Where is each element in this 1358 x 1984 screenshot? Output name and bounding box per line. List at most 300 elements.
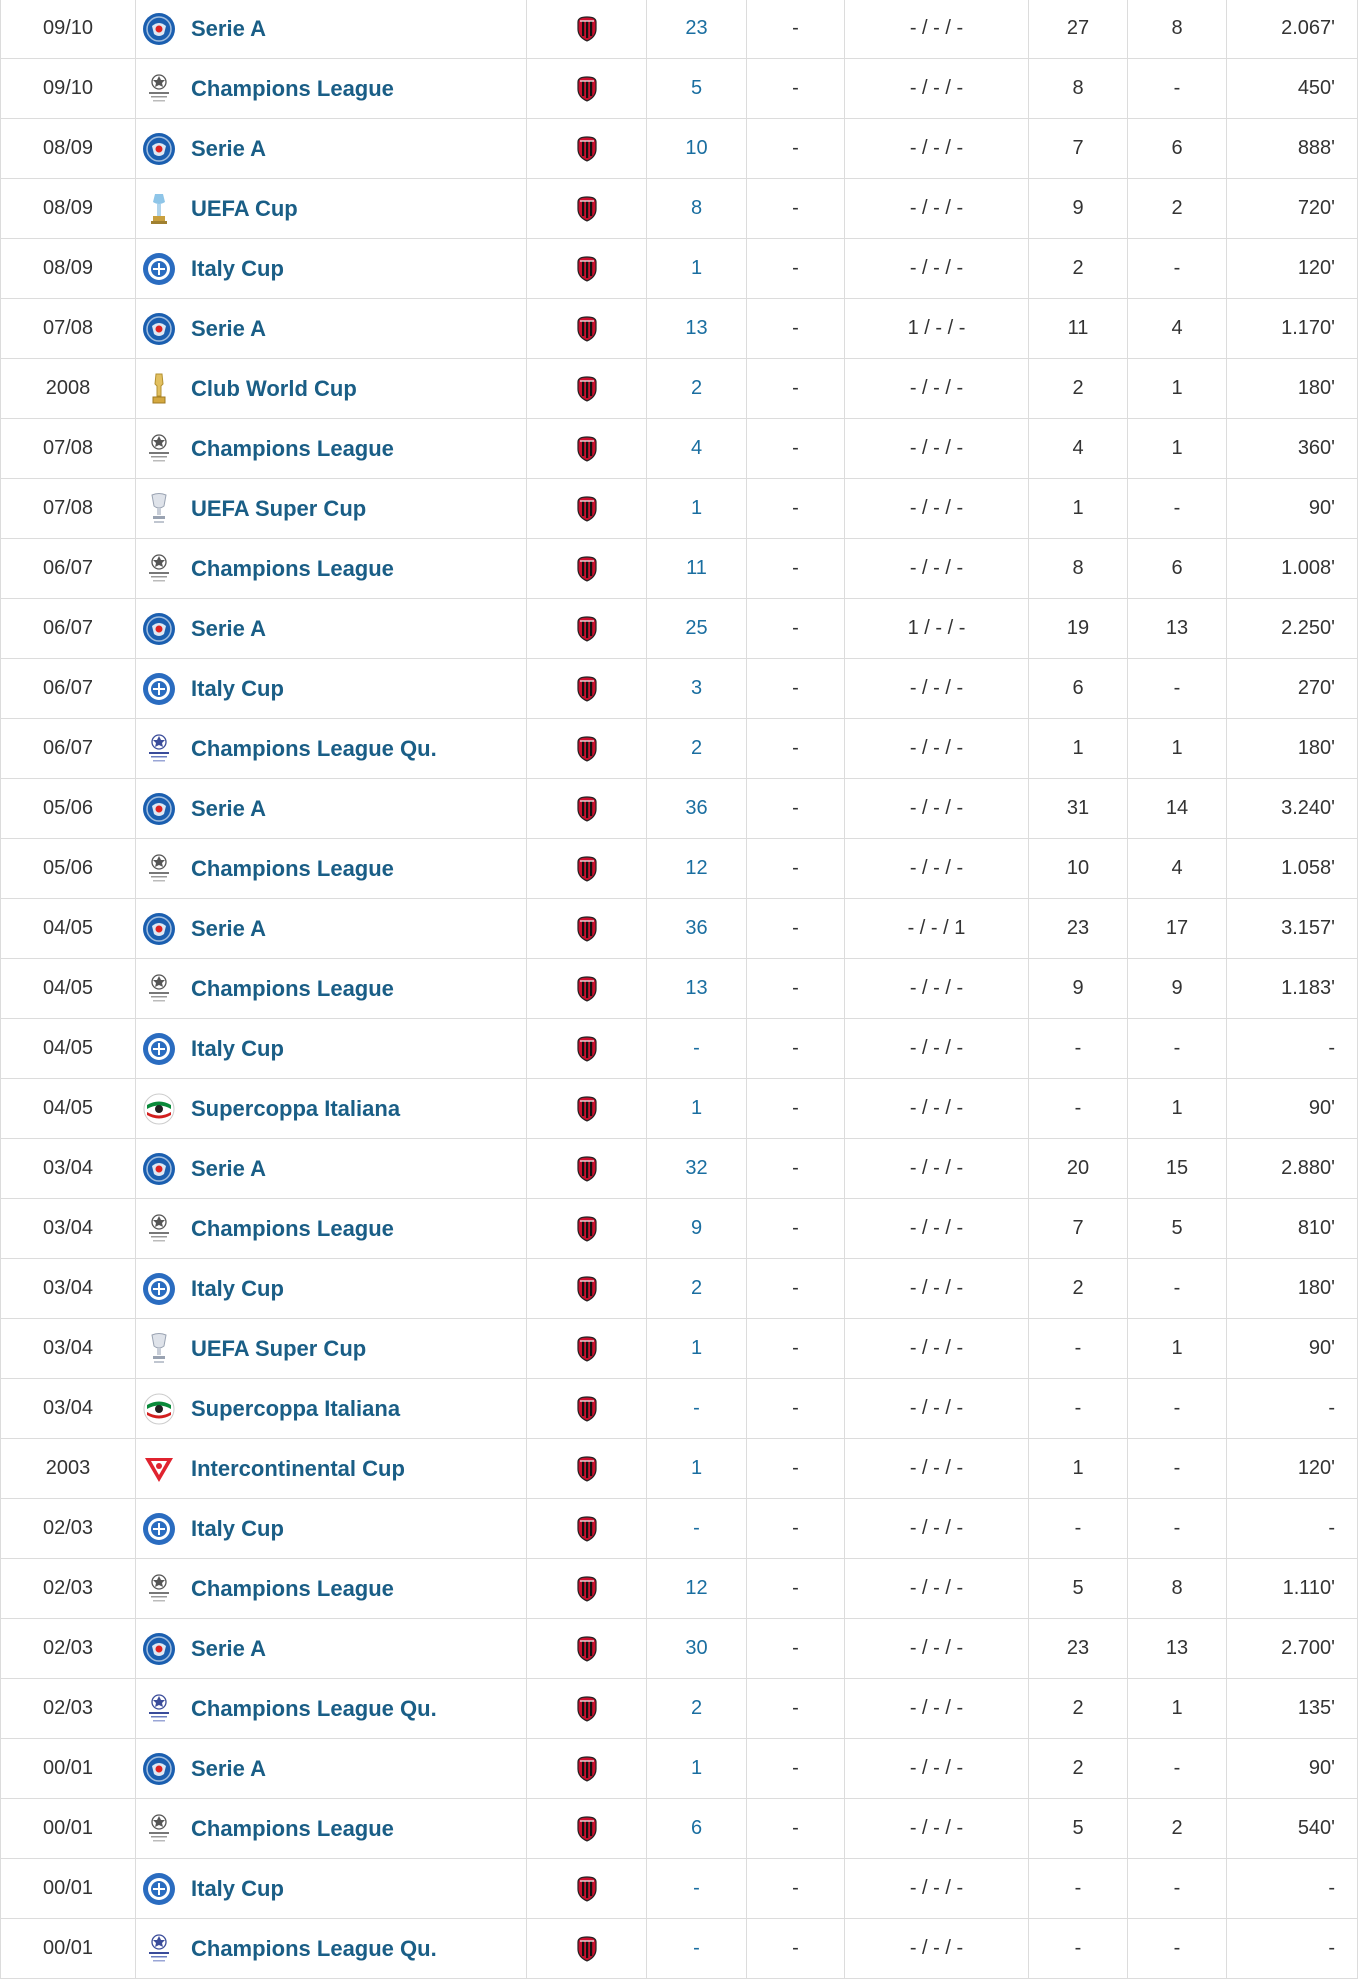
competition-cell — [136, 419, 527, 479]
substituted-on-cell: - — [1029, 1319, 1128, 1379]
season-cell: 00/01 — [1, 1859, 136, 1919]
club-cell — [527, 1799, 647, 1859]
substituted-on-cell: 27 — [1029, 0, 1128, 59]
serie-a-icon[interactable] — [141, 911, 177, 947]
table-row — [1, 1019, 1358, 1079]
competition-cell — [136, 479, 527, 539]
cards-cell: - / - / - — [845, 59, 1029, 119]
appearances-cell[interactable]: - — [647, 1019, 747, 1079]
italy-cup-icon[interactable] — [141, 671, 177, 707]
table-row — [1, 719, 1358, 779]
competition-link[interactable]: Supercoppa Italiana — [191, 1395, 401, 1421]
champions-league-icon[interactable] — [141, 1211, 177, 1247]
club-cell — [527, 599, 647, 659]
supercoppa-italiana-icon[interactable] — [141, 1391, 177, 1427]
club-cell — [527, 1139, 647, 1199]
competition-link[interactable]: Intercontinental Cup — [191, 1455, 405, 1481]
minutes-played-cell: - — [1227, 1379, 1358, 1439]
club-cell — [527, 1739, 647, 1799]
competition-link[interactable]: Champions League — [191, 435, 394, 461]
club-cell — [527, 1319, 647, 1379]
substituted-off-cell: - — [1128, 1379, 1227, 1439]
serie-a-icon[interactable] — [141, 131, 177, 167]
minutes-played-cell: 1.058' — [1227, 839, 1358, 899]
cards-cell: - / - / - — [845, 0, 1029, 59]
ac-milan-crest-icon[interactable] — [576, 1696, 598, 1722]
table-row — [1, 779, 1358, 839]
cards-cell: - / - / - — [845, 1079, 1029, 1139]
substituted-on-cell: 31 — [1029, 779, 1128, 839]
substituted-on-cell: 2 — [1029, 359, 1128, 419]
minutes-played-cell: 1.110' — [1227, 1559, 1358, 1619]
minutes-played-cell: 810' — [1227, 1199, 1358, 1259]
club-cell — [527, 839, 647, 899]
substituted-on-cell: 1 — [1029, 479, 1128, 539]
serie-a-icon[interactable] — [141, 311, 177, 347]
substituted-on-cell: 5 — [1029, 1799, 1128, 1859]
champions-league-icon[interactable] — [141, 431, 177, 467]
substituted-on-cell: 2 — [1029, 1679, 1128, 1739]
goals-cell: - — [747, 1319, 845, 1379]
ac-milan-crest-icon[interactable] — [576, 676, 598, 702]
substituted-off-cell: 4 — [1128, 299, 1227, 359]
club-world-cup-icon[interactable] — [141, 371, 177, 407]
table-row — [1, 359, 1358, 419]
substituted-on-cell: - — [1029, 1019, 1128, 1079]
champions-league-icon[interactable] — [141, 1571, 177, 1607]
intercontinental-cup-icon[interactable] — [141, 1451, 177, 1487]
competition-cell — [136, 1679, 527, 1739]
appearances-cell[interactable]: 2 — [647, 1259, 747, 1319]
ac-milan-crest-icon[interactable] — [576, 76, 598, 102]
competition-link[interactable]: Club World Cup — [191, 375, 357, 401]
season-cell: 04/05 — [1, 1079, 136, 1139]
table-row — [1, 1439, 1358, 1499]
cards-cell: - / - / - — [845, 1619, 1029, 1679]
season-cell: 2008 — [1, 359, 136, 419]
club-cell — [527, 779, 647, 839]
season-cell: 06/07 — [1, 719, 136, 779]
minutes-played-cell: 2.067' — [1227, 0, 1358, 59]
minutes-played-cell: - — [1227, 1859, 1358, 1919]
italy-cup-icon[interactable] — [141, 251, 177, 287]
ac-milan-crest-icon[interactable] — [576, 1516, 598, 1542]
ac-milan-crest-icon[interactable] — [576, 1936, 598, 1962]
appearances-cell[interactable]: - — [647, 1379, 747, 1439]
ac-milan-crest-icon[interactable] — [576, 1216, 598, 1242]
table-row — [1, 239, 1358, 299]
substituted-on-cell: 2 — [1029, 1739, 1128, 1799]
competition-link[interactable]: Serie A — [191, 615, 267, 641]
appearances-cell[interactable]: 10 — [647, 119, 747, 179]
champions-league-qu-icon[interactable] — [141, 1931, 177, 1967]
substituted-on-cell: 1 — [1029, 1439, 1128, 1499]
minutes-played-cell: 270' — [1227, 659, 1358, 719]
substituted-off-cell: - — [1128, 1919, 1227, 1979]
competition-cell — [136, 599, 527, 659]
cards-cell: - / - / - — [845, 119, 1029, 179]
table-row — [1, 419, 1358, 479]
minutes-played-cell: 888' — [1227, 119, 1358, 179]
ac-milan-crest-icon[interactable] — [576, 1576, 598, 1602]
competition-link[interactable]: Italy Cup — [191, 1275, 284, 1301]
cards-cell: - / - / - — [845, 1019, 1029, 1079]
appearances-cell[interactable]: 23 — [647, 0, 747, 59]
ac-milan-crest-icon[interactable] — [576, 316, 598, 342]
goals-cell: - — [747, 1559, 845, 1619]
minutes-played-cell: 2.880' — [1227, 1139, 1358, 1199]
season-cell: 03/04 — [1, 1259, 136, 1319]
substituted-off-cell: 2 — [1128, 179, 1227, 239]
appearances-cell[interactable]: 25 — [647, 599, 747, 659]
ac-milan-crest-icon[interactable] — [576, 256, 598, 282]
competition-link[interactable]: Champions League — [191, 75, 394, 101]
appearances-cell[interactable]: 6 — [647, 1799, 747, 1859]
substituted-off-cell: - — [1128, 1739, 1227, 1799]
italy-cup-icon[interactable] — [141, 1031, 177, 1067]
substituted-off-cell: 9 — [1128, 959, 1227, 1019]
goals-cell: - — [747, 1379, 845, 1439]
table-row — [1, 1139, 1358, 1199]
uefa-super-cup-icon[interactable] — [141, 1331, 177, 1367]
competition-cell — [136, 179, 527, 239]
champions-league-qu-icon[interactable] — [141, 1691, 177, 1727]
ac-milan-crest-icon[interactable] — [576, 1156, 598, 1182]
goals-cell: - — [747, 959, 845, 1019]
goals-cell: - — [747, 899, 845, 959]
ac-milan-crest-icon[interactable] — [576, 856, 598, 882]
competition-link[interactable]: Italy Cup — [191, 255, 284, 281]
champions-league-icon[interactable] — [141, 71, 177, 107]
appearances-cell[interactable]: 36 — [647, 779, 747, 839]
uefa-super-cup-icon[interactable] — [141, 491, 177, 527]
goals-cell: - — [747, 179, 845, 239]
serie-a-icon[interactable] — [141, 791, 177, 827]
appearances-cell[interactable]: - — [647, 1919, 747, 1979]
champions-league-icon[interactable] — [141, 551, 177, 587]
competition-link[interactable]: Italy Cup — [191, 675, 284, 701]
minutes-played-cell: 180' — [1227, 719, 1358, 779]
ac-milan-crest-icon[interactable] — [576, 496, 598, 522]
champions-league-icon[interactable] — [141, 1811, 177, 1847]
ac-milan-crest-icon[interactable] — [576, 1096, 598, 1122]
club-cell — [527, 659, 647, 719]
club-cell — [527, 1079, 647, 1139]
club-cell — [527, 359, 647, 419]
cards-cell: - / - / - — [845, 1319, 1029, 1379]
ac-milan-crest-icon[interactable] — [576, 1336, 598, 1362]
goals-cell: - — [747, 359, 845, 419]
club-cell — [527, 1259, 647, 1319]
appearances-cell[interactable]: - — [647, 1859, 747, 1919]
ac-milan-crest-icon[interactable] — [576, 196, 598, 222]
serie-a-icon[interactable] — [141, 1151, 177, 1187]
competition-cell — [136, 1499, 527, 1559]
ac-milan-crest-icon[interactable] — [576, 1276, 598, 1302]
ac-milan-crest-icon[interactable] — [576, 1876, 598, 1902]
substituted-on-cell: 19 — [1029, 599, 1128, 659]
competition-link[interactable]: Serie A — [191, 315, 267, 341]
competition-cell — [136, 539, 527, 599]
competition-cell — [136, 359, 527, 419]
table-row — [1, 659, 1358, 719]
club-cell — [527, 299, 647, 359]
season-cell: 07/08 — [1, 419, 136, 479]
appearances-cell[interactable]: 3 — [647, 659, 747, 719]
appearances-cell[interactable]: 11 — [647, 539, 747, 599]
minutes-played-cell: 540' — [1227, 1799, 1358, 1859]
season-cell: 08/09 — [1, 119, 136, 179]
table-row — [1, 1559, 1358, 1619]
competition-link[interactable]: Champions League Qu. — [191, 1935, 437, 1961]
italy-cup-icon[interactable] — [141, 1271, 177, 1307]
table-row — [1, 179, 1358, 239]
substituted-on-cell: - — [1029, 1379, 1128, 1439]
serie-a-icon[interactable] — [141, 611, 177, 647]
substituted-on-cell: 20 — [1029, 1139, 1128, 1199]
competition-link[interactable]: Serie A — [191, 1755, 267, 1781]
appearances-cell[interactable]: 1 — [647, 239, 747, 299]
substituted-off-cell: 13 — [1128, 1619, 1227, 1679]
substituted-on-cell: 23 — [1029, 899, 1128, 959]
table-row — [1, 1859, 1358, 1919]
ac-milan-crest-icon[interactable] — [576, 1636, 598, 1662]
cards-cell: 1 / - / - — [845, 599, 1029, 659]
season-cell: 03/04 — [1, 1139, 136, 1199]
ac-milan-crest-icon[interactable] — [576, 976, 598, 1002]
cards-cell: - / - / - — [845, 1259, 1029, 1319]
cards-cell: - / - / - — [845, 659, 1029, 719]
minutes-played-cell: 90' — [1227, 1079, 1358, 1139]
goals-cell: - — [747, 1679, 845, 1739]
goals-cell: - — [747, 479, 845, 539]
champions-league-qu-icon[interactable] — [141, 731, 177, 767]
table-row — [1, 299, 1358, 359]
competition-cell — [136, 59, 527, 119]
substituted-off-cell: - — [1128, 1859, 1227, 1919]
cards-cell: - / - / - — [845, 179, 1029, 239]
competition-cell — [136, 959, 527, 1019]
substituted-on-cell: - — [1029, 1859, 1128, 1919]
substituted-on-cell: 11 — [1029, 299, 1128, 359]
champions-league-icon[interactable] — [141, 851, 177, 887]
competition-link[interactable]: Supercoppa Italiana — [191, 1095, 401, 1121]
club-cell — [527, 1919, 647, 1979]
supercoppa-italiana-icon[interactable] — [141, 1091, 177, 1127]
substituted-off-cell: 14 — [1128, 779, 1227, 839]
table-row — [1, 1919, 1358, 1979]
minutes-played-cell: 180' — [1227, 1259, 1358, 1319]
cards-cell: - / - / - — [845, 1679, 1029, 1739]
appearances-cell[interactable]: 4 — [647, 419, 747, 479]
season-cell: 02/03 — [1, 1559, 136, 1619]
competition-cell — [136, 239, 527, 299]
goals-cell: - — [747, 1499, 845, 1559]
appearances-cell[interactable]: 1 — [647, 1319, 747, 1379]
ac-milan-crest-icon[interactable] — [576, 16, 598, 42]
substituted-on-cell: 2 — [1029, 1259, 1128, 1319]
goals-cell: - — [747, 1439, 845, 1499]
competition-link[interactable]: Italy Cup — [191, 1035, 284, 1061]
substituted-off-cell: 15 — [1128, 1139, 1227, 1199]
substituted-off-cell: - — [1128, 1259, 1227, 1319]
ac-milan-crest-icon[interactable] — [576, 1036, 598, 1062]
competition-link[interactable]: Champions League — [191, 975, 394, 1001]
minutes-played-cell: 2.250' — [1227, 599, 1358, 659]
substituted-off-cell: 8 — [1128, 0, 1227, 59]
appearances-cell[interactable]: 5 — [647, 59, 747, 119]
minutes-played-cell: 120' — [1227, 239, 1358, 299]
substituted-off-cell: - — [1128, 1439, 1227, 1499]
table-row — [1, 1259, 1358, 1319]
appearances-cell[interactable]: 1 — [647, 1079, 747, 1139]
club-cell — [527, 1619, 647, 1679]
substituted-off-cell: - — [1128, 659, 1227, 719]
minutes-played-cell: - — [1227, 1019, 1358, 1079]
appearances-cell[interactable]: 13 — [647, 959, 747, 1019]
appearances-cell[interactable]: 9 — [647, 1199, 747, 1259]
table-row — [1, 599, 1358, 659]
appearances-cell[interactable]: 13 — [647, 299, 747, 359]
table-row — [1, 479, 1358, 539]
ac-milan-crest-icon[interactable] — [576, 436, 598, 462]
cards-cell: - / - / - — [845, 1799, 1029, 1859]
club-cell — [527, 1379, 647, 1439]
ac-milan-crest-icon[interactable] — [576, 1816, 598, 1842]
table-row — [1, 59, 1358, 119]
italy-cup-icon[interactable] — [141, 1511, 177, 1547]
goals-cell: - — [747, 1919, 845, 1979]
serie-a-icon[interactable] — [141, 1631, 177, 1667]
club-cell — [527, 1499, 647, 1559]
appearances-cell[interactable]: 32 — [647, 1139, 747, 1199]
uefa-cup-icon[interactable] — [141, 191, 177, 227]
appearances-cell[interactable]: 8 — [647, 179, 747, 239]
ac-milan-crest-icon[interactable] — [576, 736, 598, 762]
substituted-on-cell: 8 — [1029, 539, 1128, 599]
competition-link[interactable]: Serie A — [191, 1635, 267, 1661]
cards-cell: - / - / - — [845, 1139, 1029, 1199]
cards-cell: - / - / - — [845, 1559, 1029, 1619]
appearances-cell[interactable]: 2 — [647, 1679, 747, 1739]
substituted-off-cell: - — [1128, 1499, 1227, 1559]
ac-milan-crest-icon[interactable] — [576, 916, 598, 942]
table-row — [1, 1619, 1358, 1679]
substituted-off-cell: 6 — [1128, 119, 1227, 179]
competition-link[interactable]: Champions League — [191, 1575, 394, 1601]
appearances-cell[interactable]: 36 — [647, 899, 747, 959]
competition-cell — [136, 1859, 527, 1919]
competition-link[interactable]: Serie A — [191, 15, 267, 41]
cards-cell: - / - / - — [845, 1199, 1029, 1259]
ac-milan-crest-icon[interactable] — [576, 796, 598, 822]
competition-cell — [136, 1619, 527, 1679]
minutes-played-cell: 3.157' — [1227, 899, 1358, 959]
goals-cell: - — [747, 1019, 845, 1079]
season-cell: 07/08 — [1, 299, 136, 359]
table-row — [1, 1739, 1358, 1799]
season-cell: 05/06 — [1, 779, 136, 839]
competition-cell — [136, 1199, 527, 1259]
ac-milan-crest-icon[interactable] — [576, 616, 598, 642]
minutes-played-cell: 1.183' — [1227, 959, 1358, 1019]
club-cell — [527, 419, 647, 479]
minutes-played-cell: 450' — [1227, 59, 1358, 119]
substituted-on-cell: - — [1029, 1079, 1128, 1139]
competition-link[interactable]: Italy Cup — [191, 1515, 284, 1541]
competition-cell — [136, 719, 527, 779]
appearances-cell[interactable]: 1 — [647, 1439, 747, 1499]
ac-milan-crest-icon[interactable] — [576, 136, 598, 162]
competition-link[interactable]: Champions League Qu. — [191, 1695, 437, 1721]
competition-link[interactable]: Champions League — [191, 1215, 394, 1241]
serie-a-icon[interactable] — [141, 11, 177, 47]
substituted-off-cell: 8 — [1128, 1559, 1227, 1619]
season-cell: 07/08 — [1, 479, 136, 539]
ac-milan-crest-icon[interactable] — [576, 556, 598, 582]
ac-milan-crest-icon[interactable] — [576, 1396, 598, 1422]
appearances-cell[interactable]: 12 — [647, 1559, 747, 1619]
appearances-cell[interactable]: 2 — [647, 719, 747, 779]
competition-link[interactable]: UEFA Super Cup — [191, 1335, 367, 1361]
competition-link[interactable]: Serie A — [191, 915, 267, 941]
ac-milan-crest-icon[interactable] — [576, 376, 598, 402]
appearances-cell[interactable]: 2 — [647, 359, 747, 419]
competition-link[interactable]: UEFA Cup — [191, 195, 298, 221]
serie-a-icon[interactable] — [141, 1751, 177, 1787]
competition-cell — [136, 1019, 527, 1079]
competition-link[interactable]: Champions League Qu. — [191, 735, 437, 761]
competition-link[interactable]: Champions League — [191, 1815, 394, 1841]
goals-cell: - — [747, 1859, 845, 1919]
appearances-cell[interactable]: 12 — [647, 839, 747, 899]
minutes-played-cell: - — [1227, 1919, 1358, 1979]
competition-link[interactable]: Serie A — [191, 1155, 267, 1181]
club-cell — [527, 1559, 647, 1619]
appearances-cell[interactable]: - — [647, 1499, 747, 1559]
minutes-played-cell: 90' — [1227, 1739, 1358, 1799]
ac-milan-crest-icon[interactable] — [576, 1456, 598, 1482]
competition-link[interactable]: Serie A — [191, 795, 267, 821]
appearances-cell[interactable]: 30 — [647, 1619, 747, 1679]
competition-link[interactable]: Champions League — [191, 555, 394, 581]
minutes-played-cell: 180' — [1227, 359, 1358, 419]
season-cell: 09/10 — [1, 0, 136, 59]
champions-league-icon[interactable] — [141, 971, 177, 1007]
minutes-played-cell: 90' — [1227, 479, 1358, 539]
season-cell: 08/09 — [1, 239, 136, 299]
competition-cell — [136, 839, 527, 899]
club-cell — [527, 119, 647, 179]
cards-cell: - / - / - — [845, 779, 1029, 839]
competition-link[interactable]: Champions League — [191, 855, 394, 881]
cards-cell: - / - / - — [845, 539, 1029, 599]
competition-cell — [136, 659, 527, 719]
cards-cell: - / - / - — [845, 359, 1029, 419]
competition-link[interactable]: Italy Cup — [191, 1875, 284, 1901]
ac-milan-crest-icon[interactable] — [576, 1756, 598, 1782]
season-cell: 03/04 — [1, 1379, 136, 1439]
table-body — [1, 0, 1358, 1979]
substituted-off-cell: - — [1128, 239, 1227, 299]
competition-cell — [136, 1379, 527, 1439]
competition-link[interactable]: UEFA Super Cup — [191, 495, 367, 521]
italy-cup-icon[interactable] — [141, 1871, 177, 1907]
competition-link[interactable]: Serie A — [191, 135, 267, 161]
goals-cell: - — [747, 659, 845, 719]
appearances-cell[interactable]: 1 — [647, 479, 747, 539]
appearances-cell[interactable]: 1 — [647, 1739, 747, 1799]
